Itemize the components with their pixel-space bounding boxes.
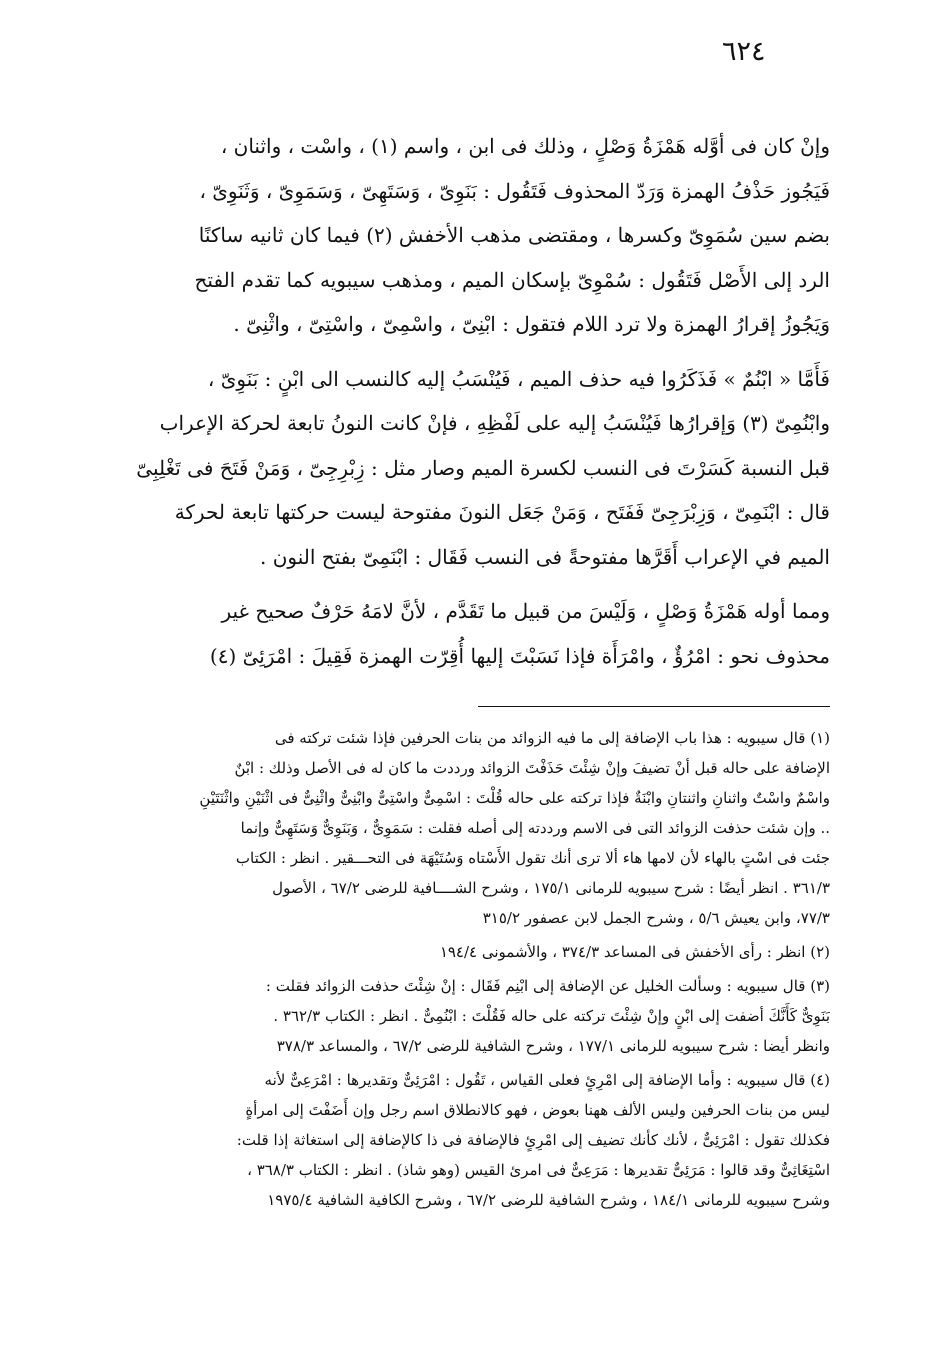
paragraph-3 [112, 589, 830, 678]
footnote-divider [478, 706, 830, 707]
footnote-line: اسْتِغَاثِىٌّ وقد قالوا : مَرَئِىٌّ تقديرها : مَرَعِىٌّ فى امرئ القيس (وهو شاذ) . انظر : الكتاب ٣٦٨/٣ ، [247, 1161, 830, 1179]
footnote-line: (٢) انظر : رأى الأخفش فى المساعد ٣٧٤/٣ ، والأشمونى ١٩٤/٤ [439, 943, 830, 961]
text-line: قبل النسبة كَسَرْتَ فى النسب لكسرة الميم وصار مثل : زِبْرِجِىّ ، وَمَنْ فَتَحَ فى تَغْلِبِىّ [136, 455, 830, 480]
footnote-1 [118, 723, 830, 933]
footnote-line: فكذلك تقول : امْرَئِىٌّ ، لأنك كأنك تضيف إلى امْرِئٍ فالإضافة فى ذا كالإضافة إلى استغاثة إذا قلت: [236, 1131, 830, 1149]
text-line: وابْنُمِىّ (٣) وَإقرارُها فَيُنْسَبُ إليه على لَفْظِهِ ، فإنْ كانت النونُ تابعة لحركة الإعراب [159, 411, 830, 435]
page-number: ٦٢٤ [722, 36, 766, 67]
text-line: فَأَمَّا « ابْنُمٌ » فَذَكَرُوا فيه حذف الميم ، فَيُنْسَبُ إليه كالنسب الى ابْنٍ : بَنَوِىّ ، [207, 366, 830, 391]
main-text [112, 124, 830, 678]
paragraph-1 [112, 124, 830, 347]
footnote-2 [118, 937, 830, 967]
text-line: وَيَجُوزُ إقرارُ الهمزة ولا ترد اللام فتقول : ابْنِىّ ، واسْمِىّ ، واسْتِىّ ، واثْنِىّ . [233, 312, 830, 336]
text-line: وإنْ كان فى أوَّله هَمْزَةُ وَصْلٍ ، وذلك فى ابن ، واسم (١) ، واسْت ، واثنان ، [220, 134, 830, 158]
text-line: محذوف نحو : امْرُؤٌ ، وامْرَأَة فإذا نَسَبْتَ إليها أُقِرّت الهمزة فَقِيلَ : امْرَئِىّ (٤) [209, 643, 830, 668]
footnote-4 [118, 1065, 830, 1215]
footnotes [118, 723, 830, 1215]
paragraph-gap [112, 579, 830, 589]
text-line: الميم في الإعراب أَقَرَّها مفتوحةً فى النسب فَقَال : ابْنَمِىّ بفتح النون . [260, 544, 830, 569]
footnote-line: الإضافة على حاله قبل أنْ تضيفَ وإنْ شِئْتَ حَذَفْتَ الزوائد ورددت ما كان له فى الأصل وذلك : ابْنٌ [234, 759, 830, 777]
footnote-line: ٣٦١/٣ . انظر أيضًا : شرح سيبويه للرمانى ١٧٥/١ ، وشرح الشــــافية للرضى ٦٧/٢ ، الأصول [272, 879, 830, 897]
footnote-line: ٧٧/٣، وابن يعيش ٥/٦ ، وشرح الجمل لابن عصفور ٣١٥/٢ [482, 909, 830, 927]
footnote-line: بَنَوِىٌّ كَأَنَّكَ أضفت إلى ابْنٍ وإنْ شِئْتَ تركته على حاله فَقُلْتَ : ابْنُمِىٌّ . انظر : الكتاب ٣٦٢/٣ . [273, 1007, 830, 1025]
footnote-line: (٤) قال سيبويه : وأما الإضافة إلى امْرِئٍ فعلى القياس ، تَقُول : امْرَئِىٌّ وتقديرها : امْرَعِىٌّ لأنه [264, 1071, 830, 1089]
text-line: فَيَجُوز حَذْفُ الهمزة وَرَدّ المحذوف فَتَقُول : بَنَوِىّ ، وَسَتَهِىّ ، وَسَمَوِىّ ، وَثَنَوِىّ ، [199, 178, 830, 203]
text-line: ومما أوله هَمْزَةُ وَصْلٍ ، وَلَيْسَ من قبيل ما تَقَدَّم ، لأنَّ لامَهُ حَرْفٌ صحيح غير [221, 599, 830, 623]
paragraph-gap [112, 347, 830, 357]
footnote-line: ليس من بنات الحرفين وليس الألف ههنا بعوض ، فهو كالانطلاق اسم رجل وإن أَضَفْتَ إلى امرأةٍ [245, 1101, 830, 1119]
footnote-line: .. وإن شئت حذفت الزوائد التى فى الاسم ورددته إلى أصله فقلت : سَمَوِىٌّ ، وَبَنَوِىٌّ وَسَتَهِىٌّ وإنما [240, 819, 830, 837]
footnote-line: وشرح سيبويه للرمانى ١٨٤/١ ، وشرح الشافية للرضى ٦٧/٢ ، وشرح الكافية الشافية ١٩٧٥/٤ [267, 1191, 830, 1209]
footnote-line: (١) قال سيبويه : هذا باب الإضافة إلى ما فيه الزوائد من بنات الحرفين فإذا شئت تركته فى [274, 729, 830, 747]
text-line: قال : ابْنَمِىّ ، وَزِبْرَجِىّ فَفَتَح ، وَمَنْ جَعَل النونَ مفتوحة ليست حركتها تابعة لحركة [174, 500, 830, 524]
footnote-3 [118, 971, 830, 1061]
footnote-line: واسْمٌ واسْتٌ واثنانِ واثنتانِ وابْنَةٌ فإذا تركته على حاله قُلْتَ : اسْمِىٌّ واسْتِىٌّ وابْنِىٌّ واثْنِىٌّ فى اثْنَيْنِ واثْنَتَيْنِ [199, 789, 830, 807]
text-line: الرد إلى الأَصْل فَتَقُول : سُمْوِىّ بإسكان الميم ، ومذهب سيبويه كما تقدم الفتح [194, 267, 830, 292]
text-line: بضم سين سُمَوِىّ وكسرها ، ومقتضى مذهب الأخفش (٢) فيما كان ثانيه ساكنًا [198, 223, 830, 247]
footnote-line: جئت فى اسْتٍ بالهاء لأن لامها هاء ألا ترى أنك تقول الأَسْتاه وَسُتَيْهَة فى التحـــقير . انظر : الكتاب [235, 849, 830, 867]
paragraph-2 [112, 357, 830, 580]
footnote-line: (٣) قال سيبويه : وسألت الخليل عن الإضافة إلى ابْنِم فَقَال : إنْ شِئْتَ حذفت الزوائد فقلت : [265, 977, 830, 995]
footnote-line: وانظر أيضا : شرح سيبويه للرمانى ١٧٧/١ ، وشرح الشافية للرضى ٦٧/٢ ، والمساعد ٣٧٨/٣ [276, 1037, 830, 1055]
